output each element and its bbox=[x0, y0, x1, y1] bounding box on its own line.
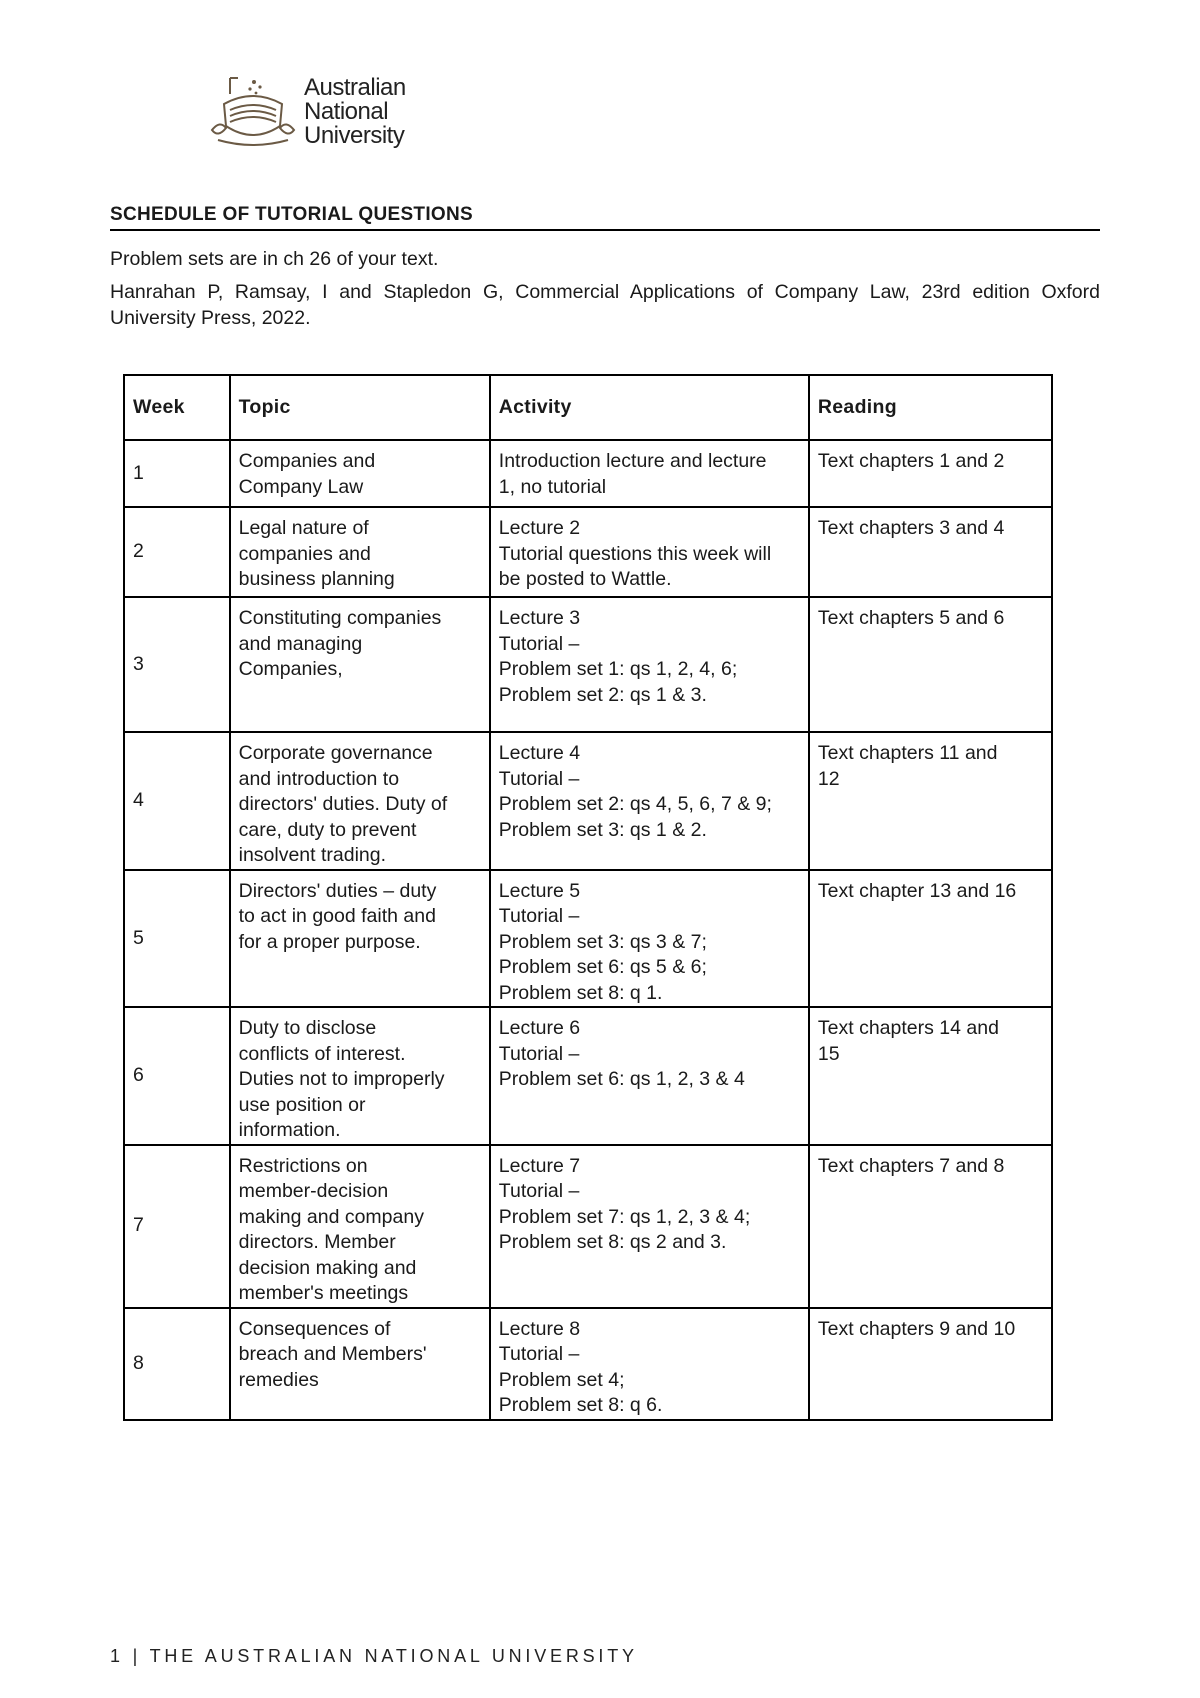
activity-line: Problem set 2: qs 1 & 3. bbox=[498, 683, 707, 706]
topic-line: business planning bbox=[238, 568, 395, 590]
cell-topic bbox=[230, 1145, 490, 1308]
logo-line-3: University bbox=[304, 122, 405, 149]
cell-topic bbox=[230, 597, 490, 732]
table-row bbox=[124, 507, 1052, 597]
topic-line: Companies, bbox=[238, 658, 343, 680]
activity-line: Lecture 5 bbox=[498, 879, 581, 902]
cell-reading bbox=[809, 732, 1052, 870]
cell-activity bbox=[490, 870, 809, 1008]
cell-activity bbox=[490, 1145, 809, 1308]
cell-week: 3 bbox=[124, 597, 230, 732]
cell-activity bbox=[490, 1308, 809, 1420]
cell-topic bbox=[230, 870, 490, 1008]
reading-line: Text chapter 13 and 16 bbox=[817, 879, 1017, 902]
activity-line: Lecture 2 bbox=[498, 517, 581, 539]
cell-topic bbox=[230, 440, 490, 507]
table-row bbox=[124, 1308, 1052, 1420]
cell-week: 8 bbox=[124, 1308, 230, 1420]
cell-activity bbox=[490, 597, 809, 732]
reading-line: Text chapters 5 and 6 bbox=[817, 607, 1005, 629]
logo-line-2: National bbox=[304, 98, 389, 125]
activity-line: Lecture 3 bbox=[498, 607, 581, 629]
anu-crest-icon bbox=[208, 74, 298, 150]
topic-line: breach and Members' bbox=[238, 1343, 427, 1365]
topic-line: Corporate governance bbox=[238, 742, 433, 764]
table-row bbox=[124, 1145, 1052, 1308]
reading-line: Text chapters 14 and bbox=[817, 1017, 999, 1039]
activity-line: be posted to Wattle. bbox=[498, 568, 672, 590]
activity-line: Problem set 4; bbox=[498, 1368, 625, 1391]
activity-line: Problem set 2: qs 4, 5, 6, 7 & 9; bbox=[498, 793, 772, 815]
topic-line: Duty to disclose bbox=[238, 1017, 377, 1039]
reading-line: 12 bbox=[817, 767, 840, 790]
cell-reading bbox=[809, 507, 1052, 597]
cell-activity bbox=[490, 732, 809, 870]
cell-reading bbox=[809, 870, 1052, 1008]
reading-line: Text chapters 1 and 2 bbox=[817, 450, 1005, 472]
activity-line: Tutorial – bbox=[498, 1042, 580, 1065]
topic-line: insolvent trading. bbox=[238, 844, 387, 866]
page-footer: 1 | THE AUSTRALIAN NATIONAL UNIVERSITY bbox=[110, 1646, 638, 1666]
header-activity: Activity bbox=[490, 375, 809, 440]
table-row bbox=[124, 732, 1052, 870]
problem-sets-note: Problem sets are in ch 26 of your text. bbox=[110, 248, 439, 270]
cell-reading bbox=[809, 597, 1052, 732]
topic-line: Constituting companies bbox=[238, 607, 442, 629]
topic-line: Company Law bbox=[238, 475, 364, 498]
topic-line: Restrictions on bbox=[238, 1154, 368, 1177]
table-header-row bbox=[124, 375, 1052, 440]
activity-line: Tutorial questions this week will bbox=[498, 542, 772, 565]
topic-line: Directors' duties – duty bbox=[238, 879, 437, 902]
activity-line: Problem set 1: qs 1, 2, 4, 6; bbox=[498, 658, 738, 680]
topic-line: information. bbox=[238, 1119, 341, 1141]
topic-line: Duties not to improperly bbox=[238, 1068, 445, 1090]
cell-reading bbox=[809, 1145, 1052, 1308]
cell-reading bbox=[809, 440, 1052, 507]
activity-line: Problem set 6: qs 5 & 6; bbox=[498, 956, 707, 978]
cell-reading bbox=[809, 1308, 1052, 1420]
cell-week: 4 bbox=[124, 732, 230, 870]
cell-topic bbox=[230, 507, 490, 597]
activity-line: Lecture 8 bbox=[498, 1317, 581, 1340]
topic-line: use position or bbox=[238, 1093, 366, 1116]
topic-line: for a proper purpose. bbox=[238, 930, 421, 953]
topic-line: to act in good faith and bbox=[238, 905, 436, 927]
table-body bbox=[124, 440, 1052, 1420]
table-row bbox=[124, 870, 1052, 1008]
topic-line: remedies bbox=[238, 1368, 319, 1391]
activity-line: Problem set 8: qs 2 and 3. bbox=[498, 1231, 727, 1253]
activity-line: Problem set 3: qs 3 & 7; bbox=[498, 930, 707, 953]
table-row bbox=[124, 1007, 1052, 1145]
activity-line: 1, no tutorial bbox=[498, 475, 607, 498]
tutorial-schedule-table bbox=[123, 374, 1053, 1421]
logo-line-1: Australian bbox=[304, 74, 406, 101]
reading-line: Text chapters 7 and 8 bbox=[817, 1154, 1005, 1177]
cell-activity bbox=[490, 507, 809, 597]
logo-wordmark bbox=[304, 76, 406, 148]
topic-line: directors. Member bbox=[238, 1231, 396, 1253]
activity-line: Tutorial – bbox=[498, 905, 580, 927]
table-row bbox=[124, 440, 1052, 507]
cell-week: 6 bbox=[124, 1007, 230, 1145]
reading-line: Text chapters 11 and bbox=[817, 742, 998, 764]
cell-activity bbox=[490, 1007, 809, 1145]
topic-line: decision making and bbox=[238, 1256, 417, 1279]
page-title: SCHEDULE OF TUTORIAL QUESTIONS bbox=[110, 204, 1100, 231]
cell-topic bbox=[230, 732, 490, 870]
activity-line: Lecture 6 bbox=[498, 1017, 581, 1039]
topic-line: member's meetings bbox=[238, 1282, 409, 1304]
activity-line: Problem set 8: q 1. bbox=[498, 981, 663, 1004]
reading-line: 15 bbox=[817, 1042, 840, 1065]
activity-line: Tutorial – bbox=[498, 632, 580, 655]
header-week: Week bbox=[124, 375, 230, 440]
topic-line: Legal nature of bbox=[238, 517, 369, 539]
topic-line: and introduction to bbox=[238, 767, 400, 790]
topic-line: conflicts of interest. bbox=[238, 1042, 406, 1065]
activity-line: Problem set 8: q 6. bbox=[498, 1394, 663, 1416]
activity-line: Introduction lecture and lecture bbox=[498, 450, 767, 472]
topic-line: and managing bbox=[238, 632, 363, 655]
reading-line: Text chapters 3 and 4 bbox=[817, 517, 1005, 539]
activity-line: Lecture 4 bbox=[498, 742, 581, 764]
topic-line: companies and bbox=[238, 542, 371, 565]
activity-line: Tutorial – bbox=[498, 767, 580, 790]
cell-week: 2 bbox=[124, 507, 230, 597]
activity-line: Tutorial – bbox=[498, 1180, 580, 1202]
cell-reading bbox=[809, 1007, 1052, 1145]
topic-line: directors' duties. Duty of bbox=[238, 793, 448, 815]
topic-line: Consequences of bbox=[238, 1317, 391, 1340]
activity-line: Problem set 6: qs 1, 2, 3 & 4 bbox=[498, 1068, 745, 1090]
activity-line: Tutorial – bbox=[498, 1343, 580, 1365]
anu-logo bbox=[208, 74, 418, 152]
table-row bbox=[124, 597, 1052, 732]
reading-line: Text chapters 9 and 10 bbox=[817, 1317, 1016, 1340]
topic-line: Companies and bbox=[238, 450, 376, 472]
topic-line: member-decision bbox=[238, 1180, 389, 1202]
cell-activity bbox=[490, 440, 809, 507]
activity-line: Problem set 3: qs 1 & 2. bbox=[498, 818, 707, 841]
cell-week: 1 bbox=[124, 440, 230, 507]
header-reading: Reading bbox=[809, 375, 1052, 440]
activity-line: Problem set 7: qs 1, 2, 3 & 4; bbox=[498, 1205, 751, 1228]
topic-line: care, duty to prevent bbox=[238, 818, 417, 841]
header-topic: Topic bbox=[230, 375, 490, 440]
activity-line: Lecture 7 bbox=[498, 1154, 581, 1177]
cell-topic bbox=[230, 1308, 490, 1420]
cell-topic bbox=[230, 1007, 490, 1145]
cell-week: 5 bbox=[124, 870, 230, 1008]
topic-line: making and company bbox=[238, 1205, 424, 1228]
textbook-citation: Hanrahan P, Ramsay, I and Stapledon G, Commercial Applications of Company Law, 23rd edition Oxford University Press, 2022. bbox=[110, 281, 1100, 329]
cell-week: 7 bbox=[124, 1145, 230, 1308]
